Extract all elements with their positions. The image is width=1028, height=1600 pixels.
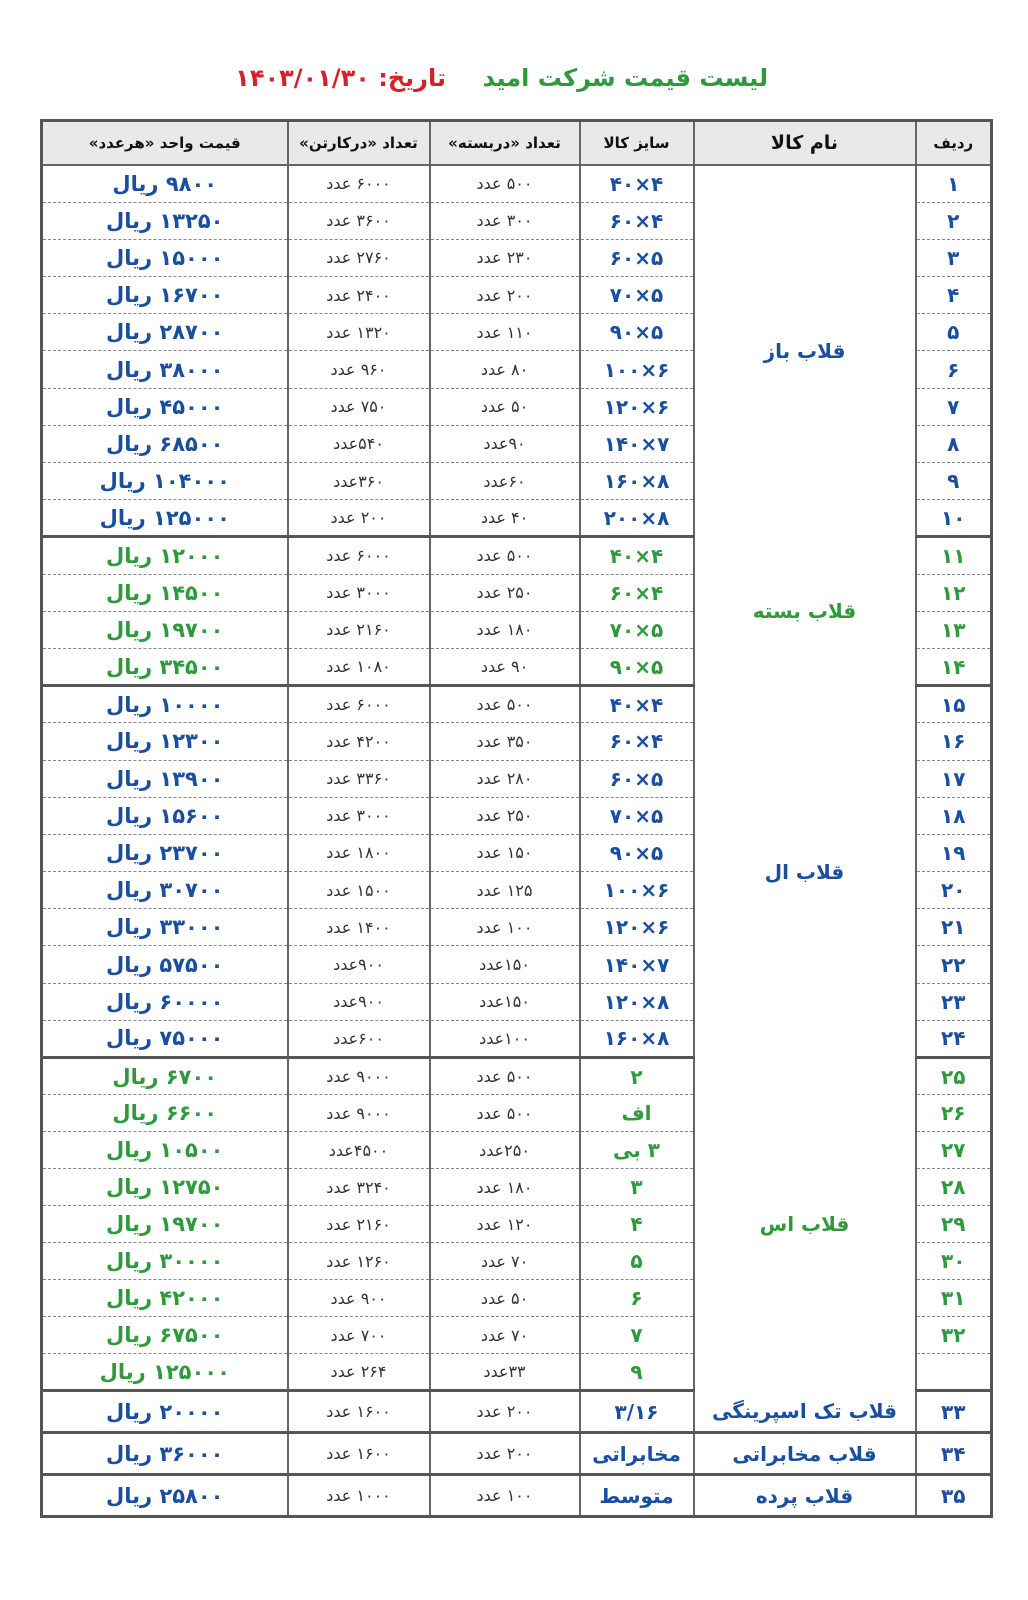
pack-count: ۲۸۰ عدد bbox=[430, 760, 580, 797]
row-index: ۱۱ bbox=[916, 537, 992, 574]
row-index: ۱۳ bbox=[916, 611, 992, 648]
product-size: ۸×۱۲۰ bbox=[580, 983, 694, 1020]
pack-count: ۴۰ عدد bbox=[430, 500, 580, 537]
unit-price: ۶۸۵۰۰ ریال bbox=[42, 425, 288, 462]
pack-count: ۹۰عدد bbox=[430, 425, 580, 462]
carton-count: ۴۲۰۰ عدد bbox=[288, 723, 430, 760]
product-size: ۶ bbox=[580, 1280, 694, 1317]
unit-price: ۹۸۰۰ ریال bbox=[42, 165, 288, 202]
row-index: ۱۰ bbox=[916, 500, 992, 537]
product-size: ۵×۷۰ bbox=[580, 611, 694, 648]
unit-price: ۶۰۰۰۰ ریال bbox=[42, 983, 288, 1020]
product-size: ۴×۴۰ bbox=[580, 537, 694, 574]
carton-count: ۴۵۰۰عدد bbox=[288, 1132, 430, 1169]
product-size: ۹ bbox=[580, 1354, 694, 1391]
carton-count: ۹۰۰۰ عدد bbox=[288, 1095, 430, 1132]
pack-count: ۲۵۰ عدد bbox=[430, 574, 580, 611]
row-index: ۱ bbox=[916, 165, 992, 202]
pack-count: ۱۵۰عدد bbox=[430, 946, 580, 983]
carton-count: ۳۶۰۰ عدد bbox=[288, 202, 430, 239]
header-size: سایز کالا bbox=[580, 121, 694, 166]
product-size: ۶×۱۲۰ bbox=[580, 388, 694, 425]
carton-count: ۳۰۰۰ عدد bbox=[288, 574, 430, 611]
header-name: نام کالا bbox=[694, 121, 916, 166]
unit-price: ۲۵۸۰۰ ریال bbox=[42, 1475, 288, 1517]
table-row bbox=[42, 1433, 992, 1475]
carton-count: ۱۰۰۰ عدد bbox=[288, 1475, 430, 1517]
carton-count: ۷۵۰ عدد bbox=[288, 388, 430, 425]
table-row bbox=[42, 686, 992, 723]
unit-price: ۱۵۶۰۰ ریال bbox=[42, 797, 288, 834]
header-pack: تعداد «دربسته» bbox=[430, 121, 580, 166]
unit-price: ۱۲۵۰۰۰ ریال bbox=[42, 1354, 288, 1391]
carton-count: ۹۰۰ عدد bbox=[288, 1280, 430, 1317]
unit-price: ۱۲۵۰۰۰ ریال bbox=[42, 500, 288, 537]
row-index: ۱۸ bbox=[916, 797, 992, 834]
header-carton: تعداد «درکارتن» bbox=[288, 121, 430, 166]
header-idx: ردیف bbox=[916, 121, 992, 166]
carton-count: ۹۶۰ عدد bbox=[288, 351, 430, 388]
pack-count: ۵۰۰ عدد bbox=[430, 537, 580, 574]
carton-count: ۲۶۴ عدد bbox=[288, 1354, 430, 1391]
unit-price: ۱۰۰۰۰ ریال bbox=[42, 686, 288, 723]
pack-count: ۱۵۰ عدد bbox=[430, 834, 580, 871]
product-size: ۳ bbox=[580, 1169, 694, 1206]
unit-price: ۳۰۷۰۰ ریال bbox=[42, 872, 288, 909]
product-name: قلاب ال bbox=[694, 686, 916, 1058]
product-name: قلاب باز bbox=[694, 165, 916, 537]
pack-count: ۳۳عدد bbox=[430, 1354, 580, 1391]
table-row bbox=[42, 165, 992, 202]
carton-count: ۱۶۰۰ عدد bbox=[288, 1433, 430, 1475]
carton-count: ۱۸۰۰ عدد bbox=[288, 834, 430, 871]
unit-price: ۳۸۰۰۰ ریال bbox=[42, 351, 288, 388]
row-index: ۳۰ bbox=[916, 1243, 992, 1280]
product-size: ۶×۱۰۰ bbox=[580, 351, 694, 388]
unit-price: ۱۵۰۰۰ ریال bbox=[42, 239, 288, 276]
product-size: ۷×۱۴۰ bbox=[580, 425, 694, 462]
carton-count: ۱۴۰۰ عدد bbox=[288, 909, 430, 946]
pack-count: ۹۰ عدد bbox=[430, 648, 580, 685]
product-size: ۳/۱۶ bbox=[580, 1391, 694, 1433]
product-size: ۸×۲۰۰ bbox=[580, 500, 694, 537]
unit-price: ۱۳۹۰۰ ریال bbox=[42, 760, 288, 797]
product-size: ۸×۱۶۰ bbox=[580, 463, 694, 500]
row-index: ۲۲ bbox=[916, 946, 992, 983]
row-index: ۲۶ bbox=[916, 1095, 992, 1132]
carton-count: ۲۷۶۰ عدد bbox=[288, 239, 430, 276]
carton-count: ۲۱۶۰ عدد bbox=[288, 611, 430, 648]
unit-price: ۱۹۷۰۰ ریال bbox=[42, 1206, 288, 1243]
carton-count: ۱۲۶۰ عدد bbox=[288, 1243, 430, 1280]
carton-count: ۹۰۰عدد bbox=[288, 946, 430, 983]
product-size: ۵×۹۰ bbox=[580, 648, 694, 685]
product-size: ۴×۶۰ bbox=[580, 202, 694, 239]
row-index: ۳۱ bbox=[916, 1280, 992, 1317]
pack-count: ۱۰۰ عدد bbox=[430, 909, 580, 946]
pack-count: ۳۰۰ عدد bbox=[430, 202, 580, 239]
row-index: ۳ bbox=[916, 239, 992, 276]
product-size: ۲ bbox=[580, 1058, 694, 1095]
pack-count: ۲۳۰ عدد bbox=[430, 239, 580, 276]
row-index: ۷ bbox=[916, 388, 992, 425]
pack-count: ۷۰ عدد bbox=[430, 1243, 580, 1280]
product-name: قلاب پرده bbox=[694, 1475, 916, 1517]
product-size: ۵×۹۰ bbox=[580, 834, 694, 871]
row-index: ۴ bbox=[916, 277, 992, 314]
pack-count: ۳۵۰ عدد bbox=[430, 723, 580, 760]
carton-count: ۱۶۰۰ عدد bbox=[288, 1391, 430, 1433]
carton-count: ۳۶۰عدد bbox=[288, 463, 430, 500]
carton-count: ۱۰۸۰ عدد bbox=[288, 648, 430, 685]
row-index: ۲۷ bbox=[916, 1132, 992, 1169]
product-size: ۳ بی bbox=[580, 1132, 694, 1169]
product-size: ۴×۶۰ bbox=[580, 723, 694, 760]
unit-price: ۷۵۰۰۰ ریال bbox=[42, 1020, 288, 1057]
product-size: ۴×۴۰ bbox=[580, 686, 694, 723]
carton-count: ۳۳۶۰ عدد bbox=[288, 760, 430, 797]
product-size: ۴×۶۰ bbox=[580, 574, 694, 611]
pack-count: ۱۱۰ عدد bbox=[430, 314, 580, 351]
pack-count: ۱۵۰عدد bbox=[430, 983, 580, 1020]
product-size: مخابراتی bbox=[580, 1433, 694, 1475]
carton-count: ۲۱۶۰ عدد bbox=[288, 1206, 430, 1243]
price-date: تاریخ: ۱۴۰۳/۰۱/۳۰ bbox=[235, 64, 446, 92]
unit-price: ۱۴۵۰۰ ریال bbox=[42, 574, 288, 611]
row-index: ۱۷ bbox=[916, 760, 992, 797]
product-size: ۶×۱۲۰ bbox=[580, 909, 694, 946]
unit-price: ۱۲۳۰۰ ریال bbox=[42, 723, 288, 760]
carton-count: ۵۴۰عدد bbox=[288, 425, 430, 462]
row-index: ۲۴ bbox=[916, 1020, 992, 1057]
unit-price: ۳۶۰۰۰ ریال bbox=[42, 1433, 288, 1475]
row-index: ۹ bbox=[916, 463, 992, 500]
row-index: ۲۳ bbox=[916, 983, 992, 1020]
carton-count: ۳۲۴۰ عدد bbox=[288, 1169, 430, 1206]
pack-count: ۲۰۰ عدد bbox=[430, 277, 580, 314]
pack-count: ۱۲۵ عدد bbox=[430, 872, 580, 909]
title-bar bbox=[0, 64, 1028, 104]
unit-price: ۳۳۰۰۰ ریال bbox=[42, 909, 288, 946]
carton-count: ۱۵۰۰ عدد bbox=[288, 872, 430, 909]
pack-count: ۱۰۰عدد bbox=[430, 1020, 580, 1057]
pack-count: ۱۸۰ عدد bbox=[430, 1169, 580, 1206]
unit-price: ۵۷۵۰۰ ریال bbox=[42, 946, 288, 983]
pack-count: ۵۰۰ عدد bbox=[430, 686, 580, 723]
product-size: ۵×۹۰ bbox=[580, 314, 694, 351]
row-index: ۲۰ bbox=[916, 872, 992, 909]
row-index: ۲۱ bbox=[916, 909, 992, 946]
carton-count: ۳۰۰۰ عدد bbox=[288, 797, 430, 834]
row-index: ۸ bbox=[916, 425, 992, 462]
carton-count: ۶۰۰۰ عدد bbox=[288, 686, 430, 723]
product-size: اف bbox=[580, 1095, 694, 1132]
row-index: ۳۲ bbox=[916, 1317, 992, 1354]
pack-count: ۸۰ عدد bbox=[430, 351, 580, 388]
table-row bbox=[42, 1391, 992, 1433]
pack-count: ۲۵۰ عدد bbox=[430, 797, 580, 834]
carton-count: ۹۰۰۰ عدد bbox=[288, 1058, 430, 1095]
pack-count: ۱۰۰ عدد bbox=[430, 1475, 580, 1517]
product-size: ۷ bbox=[580, 1317, 694, 1354]
product-size: متوسط bbox=[580, 1475, 694, 1517]
row-index: ۳۳ bbox=[916, 1391, 992, 1433]
product-size: ۵×۶۰ bbox=[580, 760, 694, 797]
table-row bbox=[42, 537, 992, 574]
product-size: ۵×۶۰ bbox=[580, 239, 694, 276]
pack-count: ۵۰ عدد bbox=[430, 1280, 580, 1317]
unit-price: ۴۵۰۰۰ ریال bbox=[42, 388, 288, 425]
carton-count: ۲۰۰ عدد bbox=[288, 500, 430, 537]
row-index: ۳۵ bbox=[916, 1475, 992, 1517]
row-index: ۱۴ bbox=[916, 648, 992, 685]
unit-price: ۱۲۰۰۰ ریال bbox=[42, 537, 288, 574]
row-index: ۱۹ bbox=[916, 834, 992, 871]
product-size: ۵ bbox=[580, 1243, 694, 1280]
pack-count: ۶۰عدد bbox=[430, 463, 580, 500]
row-index: ۶ bbox=[916, 351, 992, 388]
carton-count: ۹۰۰عدد bbox=[288, 983, 430, 1020]
carton-count: ۶۰۰۰ عدد bbox=[288, 165, 430, 202]
unit-price: ۱۳۲۵۰ ریال bbox=[42, 202, 288, 239]
unit-price: ۱۹۷۰۰ ریال bbox=[42, 611, 288, 648]
row-index: ۳۴ bbox=[916, 1433, 992, 1475]
row-index: ۱۶ bbox=[916, 723, 992, 760]
row-index bbox=[916, 1354, 992, 1391]
product-size: ۴ bbox=[580, 1206, 694, 1243]
row-index: ۲۸ bbox=[916, 1169, 992, 1206]
unit-price: ۲۸۷۰۰ ریال bbox=[42, 314, 288, 351]
unit-price: ۳۴۵۰۰ ریال bbox=[42, 648, 288, 685]
pack-count: ۱۲۰ عدد bbox=[430, 1206, 580, 1243]
product-size: ۶×۱۰۰ bbox=[580, 872, 694, 909]
carton-count: ۲۴۰۰ عدد bbox=[288, 277, 430, 314]
row-index: ۵ bbox=[916, 314, 992, 351]
unit-price: ۶۶۰۰ ریال bbox=[42, 1095, 288, 1132]
unit-price: ۲۰۰۰۰ ریال bbox=[42, 1391, 288, 1433]
table-row bbox=[42, 1058, 992, 1095]
product-name: قلاب تک اسپرینگی bbox=[694, 1391, 916, 1433]
carton-count: ۷۰۰ عدد bbox=[288, 1317, 430, 1354]
unit-price: ۱۰۵۰۰ ریال bbox=[42, 1132, 288, 1169]
pack-count: ۲۰۰ عدد bbox=[430, 1433, 580, 1475]
unit-price: ۱۲۷۵۰ ریال bbox=[42, 1169, 288, 1206]
unit-price: ۱۶۷۰۰ ریال bbox=[42, 277, 288, 314]
pack-count: ۲۵۰عدد bbox=[430, 1132, 580, 1169]
product-size: ۵×۷۰ bbox=[580, 277, 694, 314]
unit-price: ۶۷۵۰۰ ریال bbox=[42, 1317, 288, 1354]
carton-count: ۱۳۲۰ عدد bbox=[288, 314, 430, 351]
row-index: ۲۹ bbox=[916, 1206, 992, 1243]
table-row bbox=[42, 1475, 992, 1517]
unit-price: ۲۳۷۰۰ ریال bbox=[42, 834, 288, 871]
product-size: ۵×۷۰ bbox=[580, 797, 694, 834]
row-index: ۱۵ bbox=[916, 686, 992, 723]
row-index: ۲ bbox=[916, 202, 992, 239]
carton-count: ۶۰۰عدد bbox=[288, 1020, 430, 1057]
row-index: ۲۵ bbox=[916, 1058, 992, 1095]
product-size: ۸×۱۶۰ bbox=[580, 1020, 694, 1057]
pack-count: ۵۰ عدد bbox=[430, 388, 580, 425]
product-size: ۴×۴۰ bbox=[580, 165, 694, 202]
pack-count: ۱۸۰ عدد bbox=[430, 611, 580, 648]
pack-count: ۵۰۰ عدد bbox=[430, 165, 580, 202]
header-price: قیمت واحد «هرعدد» bbox=[42, 121, 288, 166]
price-table bbox=[40, 119, 993, 1518]
carton-count: ۶۰۰۰ عدد bbox=[288, 537, 430, 574]
product-name: قلاب مخابراتی bbox=[694, 1433, 916, 1475]
pack-count: ۵۰۰ عدد bbox=[430, 1058, 580, 1095]
pack-count: ۲۰۰ عدد bbox=[430, 1391, 580, 1433]
product-size: ۷×۱۴۰ bbox=[580, 946, 694, 983]
pack-count: ۷۰ عدد bbox=[430, 1317, 580, 1354]
unit-price: ۳۰۰۰۰ ریال bbox=[42, 1243, 288, 1280]
unit-price: ۶۷۰۰ ریال bbox=[42, 1058, 288, 1095]
table-body bbox=[42, 165, 992, 1517]
unit-price: ۱۰۴۰۰۰ ریال bbox=[42, 463, 288, 500]
product-name: قلاب بسته bbox=[694, 537, 916, 686]
price-table-wrapper bbox=[40, 119, 990, 1518]
product-name: قلاب اس bbox=[694, 1058, 916, 1391]
row-index: ۱۲ bbox=[916, 574, 992, 611]
page-title: لیست قیمت شرکت امید bbox=[482, 64, 768, 92]
unit-price: ۴۲۰۰۰ ریال bbox=[42, 1280, 288, 1317]
pack-count: ۵۰۰ عدد bbox=[430, 1095, 580, 1132]
table-header-row bbox=[42, 121, 992, 166]
